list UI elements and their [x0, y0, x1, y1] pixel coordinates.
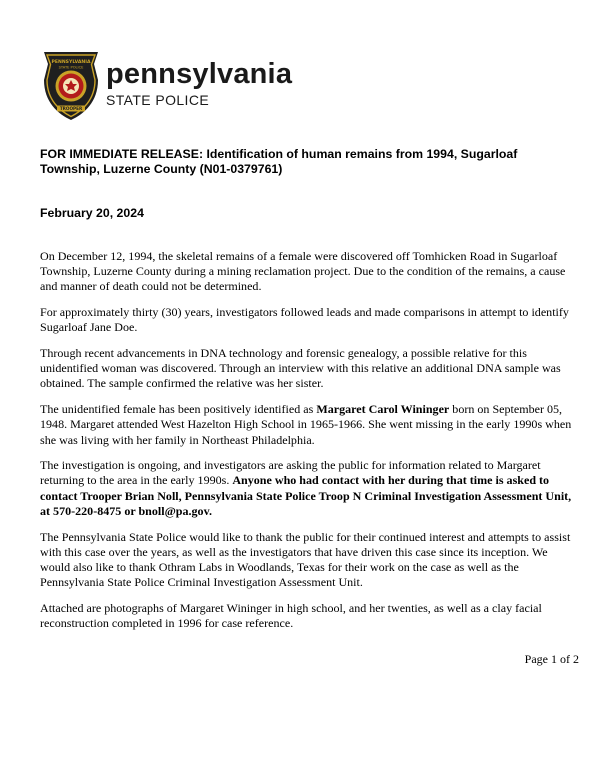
paragraph-identification [40, 402, 580, 448]
identification-text-b: born on September 05, 1948. Margaret attended West Hazelton High School in 1965-1966. She went missing in the early 1990s when she was living with her family in Northeast Philadelphia. [40, 402, 572, 447]
paragraph-thanks: The Pennsylvania State Police would like to thank the public for their continued interest and attempts to assist with this case over the years, as well as the investigators that have driven this case since its inception. We would also like to thank Othram Labs in Woodlands, Texas for their work on the case as well as the Pennsylvania State Police Criminal Investigation Assessment Unit. [40, 529, 571, 590]
paragraph-appeal [40, 458, 580, 519]
paragraph-investigation-history: For approximately thirty (30) years, investigators followed leads and made comparisons in attempt to identify Sugarloaf Jane Doe. [40, 305, 569, 335]
identification-text-a: The unidentified female has been positively identified as [40, 402, 317, 417]
appeal-text: The investigation is ongoing, and investigators are asking the public for information related to Margaret returning to the area in the early 1990s. [40, 458, 541, 488]
paragraph-attachments: Attached are photographs of Margaret Wininger in high school, and her twenties, as well as a clay facial reconstruction completed in 1996 for case reference. [40, 600, 542, 631]
contact-info: Anyone who had contact with her during that time is asked to contact Trooper Brian Noll, Pennsylvania State Police Troop N Criminal Investigation Assessment Unit, at 570-220-8475 or bnoll@pa.gov. [40, 473, 572, 518]
release-date: February 20, 2024 [40, 206, 144, 220]
letterhead [40, 50, 580, 122]
release-title: FOR IMMEDIATE RELEASE: Identification of human remains from 1994, Sugarloaf Township, Luzerne County (N01-0379761) [40, 147, 518, 176]
release-body [40, 249, 580, 642]
paragraph-discovery: On December 12, 1994, the skeletal remains of a female were discovered off Tomhicken Road in Sugarloaf Township, Luzerne County during a mining reclamation project. Due to the condition of the remains, a cause and manner of death could not be determined. [40, 249, 566, 294]
victim-name: Margaret Carol Wininger [316, 402, 450, 417]
brand-subtitle: STATE POLICE [106, 92, 210, 108]
page-number: Page 1 of 2 [524, 652, 579, 666]
brand-block [106, 58, 292, 108]
brand-name: pennsylvania [106, 58, 293, 90]
svg-text:TROOPER: TROOPER [59, 106, 83, 112]
svg-text:STATE POLICE: STATE POLICE [58, 65, 84, 70]
svg-text:PENNSYLVANIA: PENNSYLVANIA [51, 60, 91, 65]
state-police-badge-icon [40, 50, 102, 122]
paragraph-dna: Through recent advancements in DNA technology and forensic genealogy, a possible relative for this unidentified woman was discovered. Through an interview with this relative an additional DNA sample was obtained. The sample confirmed the relative was her sister. [40, 346, 561, 391]
